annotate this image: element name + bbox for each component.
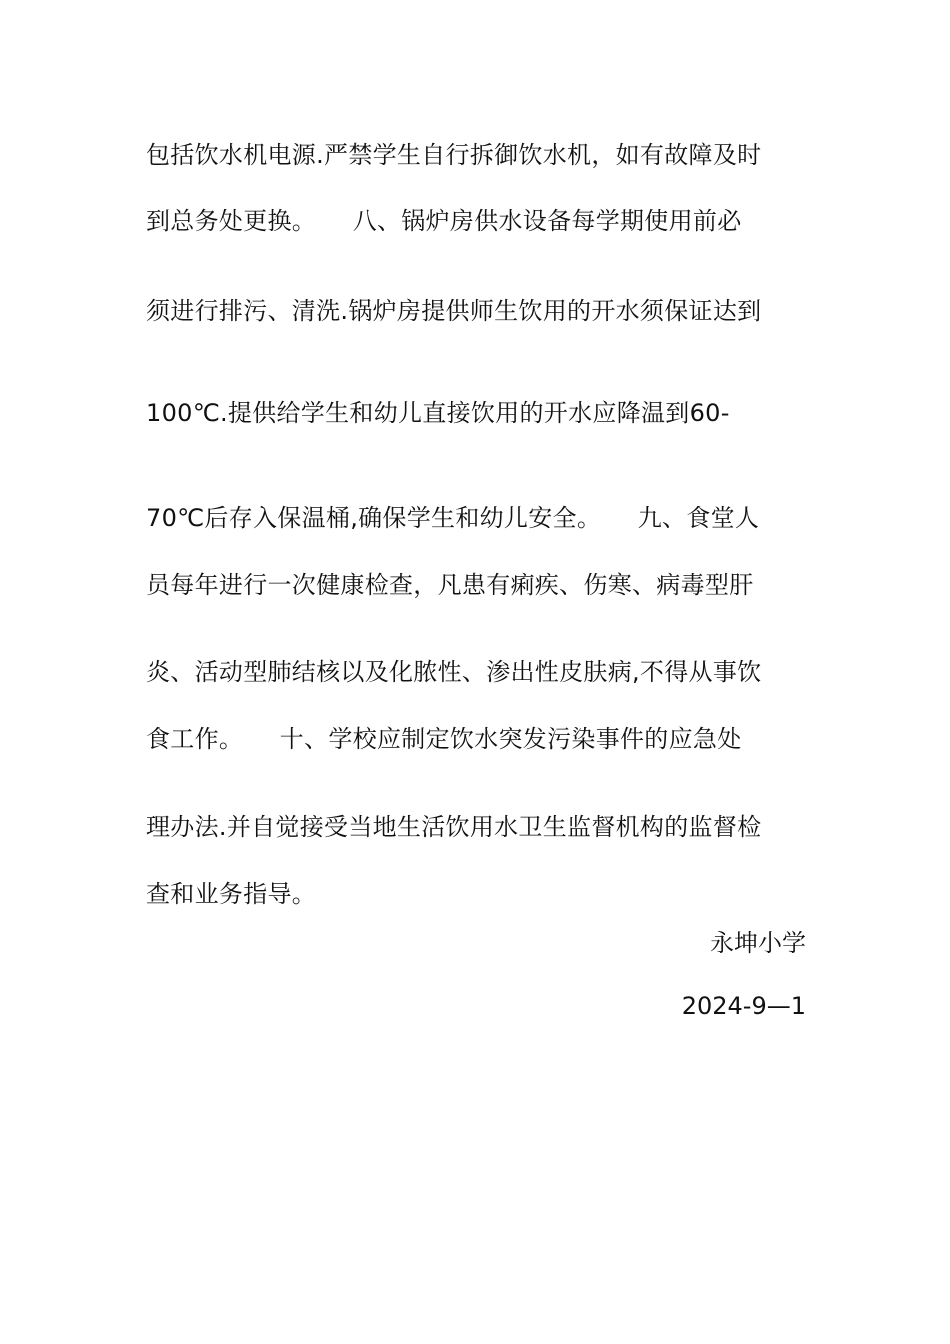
body-line-7: 炎、活动型肺结核以及化脓性、渗出性皮肤病,不得从事饮 <box>146 658 762 686</box>
body-line-9: 理办法.并自觉接受当地生活饮用水卫生监督机构的监督检 <box>146 813 762 841</box>
body-line-5: 70℃后存入保温桶,确保学生和幼儿安全。 九、食堂人 <box>146 504 760 532</box>
signature-school: 永坤小学 <box>710 929 806 957</box>
body-line-6: 员每年进行一次健康检查，凡患有痢疾、伤寒、病毒型肝 <box>146 571 754 599</box>
body-line-4: 100℃.提供给学生和幼儿直接饮用的开水应降温到60- <box>146 399 730 427</box>
signature-date: 2024-9—1 <box>681 992 806 1020</box>
body-line-8: 食工作。 十、学校应制定饮水突发污染事件的应急处 <box>146 725 742 753</box>
body-line-2: 到总务处更换。 八、锅炉房供水设备每学期使用前必 <box>146 207 742 235</box>
body-line-1: 包括饮水机电源.严禁学生自行拆御饮水机，如有故障及时 <box>146 141 762 169</box>
body-line-10: 查和业务指导。 <box>146 880 317 908</box>
body-line-3: 须进行排污、清洗.锅炉房提供师生饮用的开水须保证达到 <box>146 297 762 325</box>
